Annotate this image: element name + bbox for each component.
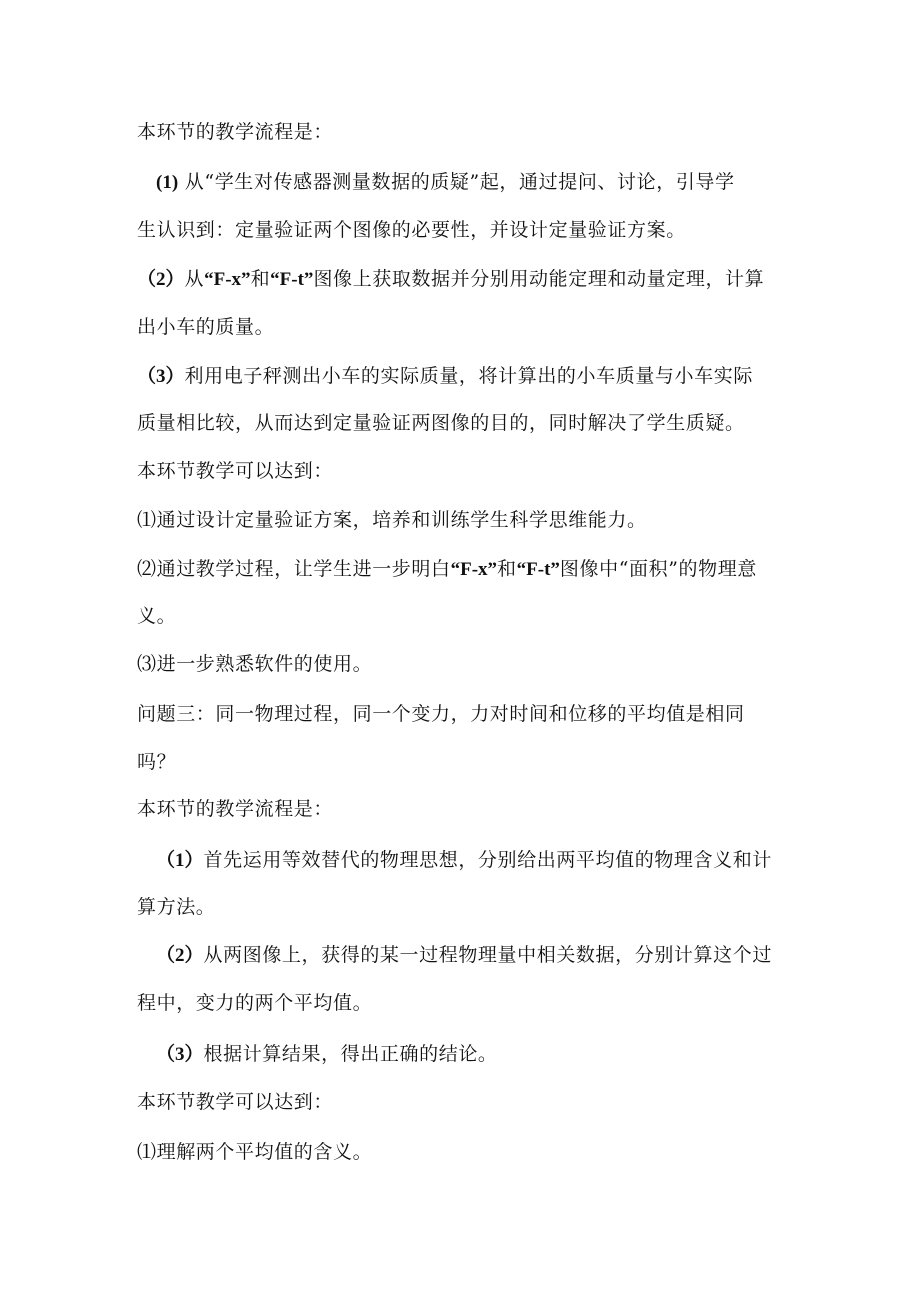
- goal-item-1: ⑴通过设计定量验证方案，培养和训练学生科学思维能力。: [137, 509, 647, 531]
- list-item-2: （2）从“F-x”和“F-t”图像上获取数据并分别用动能定理和动量定理，计算: [137, 268, 765, 290]
- paragraph-intro-1: 本环节的教学流程是：: [137, 121, 334, 143]
- question-three-cont: 吗？: [137, 751, 177, 773]
- list-number: （3）: [156, 1044, 204, 1065]
- list-number: （1）: [156, 850, 204, 871]
- goal-item-2-cont: 义。: [137, 605, 177, 627]
- goal-item-3: ⑶进一步熟悉软件的使用。: [137, 653, 373, 675]
- process-item-2: （2）从两图像上，获得的某一过程物理量中相关数据，分别计算这个过: [156, 944, 772, 966]
- process-item-2-cont: 程中，变力的两个平均值。: [137, 992, 373, 1014]
- process-item-1-cont: 算方法。: [137, 896, 216, 918]
- paragraph-goal-1: 本环节教学可以达到：: [137, 460, 334, 482]
- goal2-item-1: ⑴理解两个平均值的含义。: [137, 1141, 373, 1163]
- list-number: (1): [156, 172, 179, 193]
- process-item-1: （1）首先运用等效替代的物理思想，分别给出两平均值的物理含义和计: [156, 849, 772, 871]
- list-item-3-cont: 质量相比较，从而达到定量验证两图像的目的，同时解决了学生质疑。: [137, 412, 745, 434]
- list-item-3: （3）利用电子秤测出小车的实际质量，将计算出的小车质量与小车实际: [137, 365, 753, 387]
- question-three: 问题三：同一物理过程，同一个变力，力对时间和位移的平均值是相同: [137, 703, 745, 725]
- list-number: （2）: [156, 945, 204, 966]
- paragraph-goal-2: 本环节教学可以达到：: [137, 1091, 334, 1113]
- goal-item-2: ⑵通过教学过程，让学生进一步明白“F-x”和“F-t”图像中“面积”的物理意: [137, 558, 757, 580]
- paragraph-intro-2: 本环节的教学流程是：: [137, 798, 334, 820]
- process-item-3: （3）根据计算结果，得出正确的结论。: [156, 1043, 498, 1065]
- list-number: （2）: [137, 269, 185, 290]
- list-number: （3）: [137, 366, 185, 387]
- list-item-2-cont: 出小车的质量。: [137, 316, 275, 338]
- list-item-1-cont: 生认识到：定量验证两个图像的必要性，并设计定量验证方案。: [137, 219, 686, 241]
- list-item-1: (1) 从“学生对传感器测量数据的质疑”起，通过提问、讨论，引导学: [156, 171, 735, 193]
